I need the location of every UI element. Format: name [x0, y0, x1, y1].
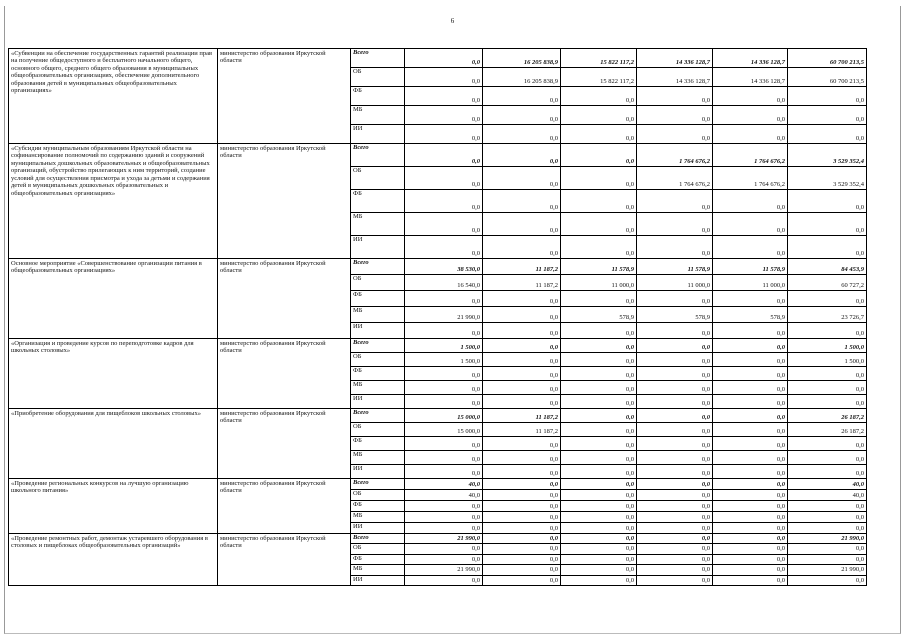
- executor-name: министерство образования Иркутской области: [218, 534, 351, 586]
- total-value: 0,0: [788, 465, 867, 479]
- funding-source: Всего: [351, 259, 405, 275]
- year-value: 0,0: [637, 437, 713, 451]
- funding-source: Всего: [351, 144, 405, 167]
- year-value: 14 336 128,7: [713, 49, 788, 68]
- year-value: 0,0: [637, 323, 713, 339]
- total-value: 60 700 213,5: [788, 68, 867, 87]
- year-value: 0,0: [713, 381, 788, 395]
- year-value: 0,0: [637, 512, 713, 523]
- event-name: «Организация и проведение курсов по переподготовке кадров для школьных столовых»: [9, 339, 218, 409]
- year-value: 0,0: [713, 395, 788, 409]
- total-value: 3 529 352,4: [788, 167, 867, 190]
- year-value: 0,0: [713, 565, 788, 575]
- year-value: 0,0: [713, 465, 788, 479]
- year-value: 0,0: [637, 565, 713, 575]
- year-value: 14 336 128,7: [713, 68, 788, 87]
- year-value: 0,0: [713, 291, 788, 307]
- year-value: 0,0: [561, 167, 637, 190]
- year-value: 15 822 117,2: [561, 68, 637, 87]
- total-value: 40,0: [788, 490, 867, 501]
- funding-source: Всего: [351, 409, 405, 423]
- year-value: 40,0: [405, 479, 483, 490]
- year-value: 0,0: [637, 451, 713, 465]
- year-value: 0,0: [483, 125, 561, 144]
- funding-source: ИИ: [351, 323, 405, 339]
- year-value: 0,0: [483, 353, 561, 367]
- year-value: 0,0: [483, 213, 561, 236]
- year-value: 0,0: [713, 323, 788, 339]
- year-value: 0,0: [637, 534, 713, 544]
- funding-source: МБ: [351, 381, 405, 395]
- year-value: 0,0: [637, 125, 713, 144]
- year-value: 0,0: [713, 353, 788, 367]
- table-row: [9, 144, 867, 167]
- executor-name: министерство образования Иркутской области: [218, 144, 351, 259]
- year-value: 0,0: [483, 236, 561, 259]
- year-value: 0,0: [561, 554, 637, 564]
- executor-name: министерство образования Иркутской области: [218, 409, 351, 479]
- year-value: 0,0: [713, 501, 788, 512]
- year-value: 11 187,2: [483, 409, 561, 423]
- total-value: 0,0: [788, 523, 867, 534]
- year-value: 0,0: [637, 409, 713, 423]
- year-value: 0,0: [405, 554, 483, 564]
- funding-source: ОБ: [351, 167, 405, 190]
- total-value: 1 500,0: [788, 339, 867, 353]
- funding-source: ИИ: [351, 523, 405, 534]
- total-value: 0,0: [788, 501, 867, 512]
- year-value: 0,0: [483, 544, 561, 554]
- event-name: «Приобретение оборудования для пищеблоков школьных столовых»: [9, 409, 218, 479]
- year-value: 0,0: [561, 490, 637, 501]
- year-value: 0,0: [483, 106, 561, 125]
- year-value: 0,0: [483, 323, 561, 339]
- year-value: 0,0: [483, 395, 561, 409]
- funding-source: Всего: [351, 49, 405, 68]
- year-value: 0,0: [561, 575, 637, 585]
- year-value: 0,0: [405, 190, 483, 213]
- year-value: 0,0: [713, 367, 788, 381]
- year-value: 0,0: [483, 565, 561, 575]
- year-value: 11 000,0: [713, 275, 788, 291]
- year-value: 11 187,2: [483, 259, 561, 275]
- total-value: 0,0: [788, 125, 867, 144]
- year-value: 11 578,9: [637, 259, 713, 275]
- total-value: 0,0: [788, 323, 867, 339]
- year-value: 0,0: [483, 490, 561, 501]
- year-value: 11 000,0: [561, 275, 637, 291]
- year-value: 16 205 838,9: [483, 49, 561, 68]
- funding-source: МБ: [351, 512, 405, 523]
- funding-source: ФБ: [351, 367, 405, 381]
- year-value: 0,0: [713, 523, 788, 534]
- total-value: 0,0: [788, 213, 867, 236]
- year-value: 0,0: [405, 236, 483, 259]
- year-value: 0,0: [561, 87, 637, 106]
- funding-source: Всего: [351, 479, 405, 490]
- year-value: 0,0: [561, 565, 637, 575]
- year-value: 0,0: [483, 307, 561, 323]
- funding-source: ОБ: [351, 68, 405, 87]
- total-value: 26 187,2: [788, 409, 867, 423]
- funding-source: ОБ: [351, 353, 405, 367]
- year-value: 0,0: [483, 190, 561, 213]
- year-value: 0,0: [713, 190, 788, 213]
- year-value: 0,0: [405, 544, 483, 554]
- year-value: 14 336 128,7: [637, 49, 713, 68]
- year-value: 0,0: [713, 106, 788, 125]
- year-value: 0,0: [637, 395, 713, 409]
- year-value: 0,0: [483, 465, 561, 479]
- year-value: 0,0: [713, 437, 788, 451]
- year-value: 0,0: [713, 213, 788, 236]
- year-value: 21 990,0: [405, 307, 483, 323]
- year-value: 0,0: [637, 501, 713, 512]
- total-value: 0,0: [788, 381, 867, 395]
- year-value: 0,0: [713, 575, 788, 585]
- year-value: 0,0: [637, 190, 713, 213]
- funding-source: МБ: [351, 307, 405, 323]
- year-value: 0,0: [561, 544, 637, 554]
- table-row: [9, 339, 867, 353]
- year-value: 0,0: [483, 291, 561, 307]
- year-value: 0,0: [405, 451, 483, 465]
- total-value: 0,0: [788, 451, 867, 465]
- funding-source: ИИ: [351, 465, 405, 479]
- year-value: 0,0: [713, 512, 788, 523]
- year-value: 0,0: [561, 323, 637, 339]
- funding-source: ИИ: [351, 125, 405, 144]
- year-value: 0,0: [713, 554, 788, 564]
- year-value: 1 500,0: [405, 339, 483, 353]
- event-name: «Субвенции на обеспечение государственных гарантий реализации прав на получение общедоступного и бесплатного начального общего, основного общего, среднего общего образования в муниципальных общеобразовательных организациях, обеспечение дополнительного образования детей в муниципальных общеобразовательных организациях»: [9, 49, 218, 144]
- year-value: 1 764 676,2: [713, 144, 788, 167]
- year-value: 0,0: [483, 167, 561, 190]
- year-value: 11 000,0: [637, 275, 713, 291]
- total-value: 21 990,0: [788, 534, 867, 544]
- year-value: 0,0: [637, 523, 713, 534]
- funding-source: ИИ: [351, 236, 405, 259]
- event-name: «Проведение ремонтных работ, демонтаж устаревшего оборудования в столовых и пищеблоках общеобразовательных организаций»: [9, 534, 218, 586]
- year-value: 0,0: [637, 236, 713, 259]
- year-value: 0,0: [561, 213, 637, 236]
- year-value: 0,0: [561, 451, 637, 465]
- total-value: 60 727,2: [788, 275, 867, 291]
- year-value: 16 540,0: [405, 275, 483, 291]
- year-value: 0,0: [637, 575, 713, 585]
- year-value: 0,0: [405, 395, 483, 409]
- year-value: 0,0: [405, 437, 483, 451]
- table-row: [9, 409, 867, 423]
- year-value: 0,0: [561, 501, 637, 512]
- funding-source: МБ: [351, 106, 405, 125]
- funding-source: ФБ: [351, 190, 405, 213]
- year-value: 0,0: [637, 353, 713, 367]
- year-value: 0,0: [483, 367, 561, 381]
- table-body: [9, 49, 867, 586]
- year-value: 578,9: [561, 307, 637, 323]
- year-value: 38 530,0: [405, 259, 483, 275]
- year-value: 0,0: [637, 339, 713, 353]
- year-value: 0,0: [637, 106, 713, 125]
- total-value: 26 187,2: [788, 423, 867, 437]
- year-value: 21 990,0: [405, 565, 483, 575]
- total-value: 0,0: [788, 291, 867, 307]
- year-value: 0,0: [561, 381, 637, 395]
- year-value: 0,0: [637, 423, 713, 437]
- year-value: 0,0: [637, 291, 713, 307]
- year-value: 0,0: [561, 291, 637, 307]
- year-value: 0,0: [713, 451, 788, 465]
- year-value: 0,0: [561, 534, 637, 544]
- year-value: 0,0: [637, 490, 713, 501]
- table-row: [9, 259, 867, 275]
- funding-source: ОБ: [351, 490, 405, 501]
- budget-table: [8, 48, 867, 586]
- year-value: 0,0: [483, 575, 561, 585]
- year-value: 0,0: [561, 423, 637, 437]
- year-value: 0,0: [405, 167, 483, 190]
- year-value: 0,0: [405, 213, 483, 236]
- year-value: 0,0: [405, 125, 483, 144]
- funding-source: МБ: [351, 451, 405, 465]
- funding-source: ФБ: [351, 291, 405, 307]
- event-name: Основное мероприятие «Совершенствование организации питания в общеобразовательных организациях»: [9, 259, 218, 339]
- total-value: 21 990,0: [788, 565, 867, 575]
- executor-name: министерство образования Иркутской области: [218, 259, 351, 339]
- event-name: «Проведение региональных конкурсов на лучшую организацию школьного питания»: [9, 479, 218, 534]
- year-value: 0,0: [483, 144, 561, 167]
- year-value: 0,0: [561, 465, 637, 479]
- year-value: 0,0: [405, 523, 483, 534]
- year-value: 0,0: [483, 512, 561, 523]
- year-value: 0,0: [637, 213, 713, 236]
- total-value: 1 500,0: [788, 353, 867, 367]
- executor-name: министерство образования Иркутской области: [218, 339, 351, 409]
- year-value: 0,0: [713, 490, 788, 501]
- funding-source: МБ: [351, 213, 405, 236]
- year-value: 15 000,0: [405, 409, 483, 423]
- year-value: 0,0: [713, 544, 788, 554]
- year-value: 21 990,0: [405, 534, 483, 544]
- year-value: 0,0: [405, 106, 483, 125]
- year-value: 0,0: [483, 501, 561, 512]
- total-value: 0,0: [788, 437, 867, 451]
- funding-source: ОБ: [351, 423, 405, 437]
- year-value: 0,0: [713, 409, 788, 423]
- year-value: 578,9: [637, 307, 713, 323]
- year-value: 0,0: [405, 501, 483, 512]
- year-value: 0,0: [561, 409, 637, 423]
- year-value: 14 336 128,7: [637, 68, 713, 87]
- year-value: 0,0: [561, 437, 637, 451]
- year-value: 0,0: [405, 323, 483, 339]
- funding-source: Всего: [351, 534, 405, 544]
- year-value: 0,0: [637, 554, 713, 564]
- executor-name: министерство образования Иркутской области: [218, 479, 351, 534]
- year-value: 1 500,0: [405, 353, 483, 367]
- year-value: 0,0: [405, 367, 483, 381]
- year-value: 0,0: [561, 512, 637, 523]
- funding-source: Всего: [351, 339, 405, 353]
- year-value: 0,0: [561, 367, 637, 381]
- year-value: 0,0: [561, 106, 637, 125]
- funding-source: ФБ: [351, 437, 405, 451]
- year-value: 0,0: [405, 512, 483, 523]
- year-value: 11 578,9: [713, 259, 788, 275]
- year-value: 1 764 676,2: [637, 167, 713, 190]
- year-value: 0,0: [405, 465, 483, 479]
- year-value: 0,0: [637, 465, 713, 479]
- year-value: 0,0: [637, 381, 713, 395]
- year-value: 0,0: [405, 87, 483, 106]
- funding-source: ИИ: [351, 395, 405, 409]
- total-value: 40,0: [788, 479, 867, 490]
- total-value: 0,0: [788, 190, 867, 213]
- year-value: 0,0: [713, 479, 788, 490]
- year-value: 0,0: [561, 353, 637, 367]
- year-value: 40,0: [405, 490, 483, 501]
- year-value: 1 764 676,2: [637, 144, 713, 167]
- total-value: 0,0: [788, 395, 867, 409]
- year-value: 11 187,2: [483, 423, 561, 437]
- year-value: 0,0: [405, 291, 483, 307]
- year-value: 11 578,9: [561, 259, 637, 275]
- year-value: 0,0: [561, 523, 637, 534]
- year-value: 0,0: [637, 87, 713, 106]
- year-value: 0,0: [483, 451, 561, 465]
- total-value: 0,0: [788, 367, 867, 381]
- funding-source: МБ: [351, 565, 405, 575]
- year-value: 0,0: [561, 125, 637, 144]
- year-value: 0,0: [483, 554, 561, 564]
- year-value: 0,0: [713, 534, 788, 544]
- executor-name: министерство образования Иркутской области: [218, 49, 351, 144]
- table-row: [9, 49, 867, 68]
- total-value: 0,0: [788, 575, 867, 585]
- year-value: 0,0: [405, 381, 483, 395]
- year-value: 15 000,0: [405, 423, 483, 437]
- funding-source: ФБ: [351, 554, 405, 564]
- event-name: «Субсидии муниципальным образованиям Иркутской области на софинансирование полномочий по содержанию зданий и сооружений муниципальных дошкольных образовательных и общеобразовательных организаций, обустройство прилегающих к ним территорий, создание условий для осуществления присмотра и ухода за детьми и содержания детей в муниципальных дошкольных образовательных и общеобразовательных организациях»: [9, 144, 218, 259]
- total-value: 0,0: [788, 544, 867, 554]
- funding-source: ОБ: [351, 275, 405, 291]
- total-value: 60 700 213,5: [788, 49, 867, 68]
- total-value: 0,0: [788, 236, 867, 259]
- year-value: 0,0: [405, 144, 483, 167]
- year-value: 0,0: [713, 423, 788, 437]
- year-value: 15 822 117,2: [561, 49, 637, 68]
- year-value: 578,9: [713, 307, 788, 323]
- year-value: 0,0: [483, 381, 561, 395]
- table-row: [9, 534, 867, 544]
- year-value: 0,0: [561, 395, 637, 409]
- year-value: 0,0: [483, 87, 561, 106]
- year-value: 0,0: [561, 479, 637, 490]
- total-value: 3 529 352,4: [788, 144, 867, 167]
- year-value: 0,0: [637, 367, 713, 381]
- year-value: 0,0: [637, 479, 713, 490]
- year-value: 0,0: [561, 190, 637, 213]
- year-value: 0,0: [483, 339, 561, 353]
- table-row: [9, 479, 867, 490]
- year-value: 11 187,2: [483, 275, 561, 291]
- year-value: 0,0: [483, 534, 561, 544]
- year-value: 0,0: [561, 144, 637, 167]
- year-value: 0,0: [713, 339, 788, 353]
- year-value: 0,0: [483, 437, 561, 451]
- funding-source: ОБ: [351, 544, 405, 554]
- year-value: 0,0: [561, 236, 637, 259]
- year-value: 0,0: [405, 575, 483, 585]
- year-value: 0,0: [561, 339, 637, 353]
- year-value: 0,0: [637, 544, 713, 554]
- funding-source: ИИ: [351, 575, 405, 585]
- year-value: 0,0: [713, 236, 788, 259]
- funding-source: ФБ: [351, 501, 405, 512]
- total-value: 0,0: [788, 106, 867, 125]
- year-value: 0,0: [483, 523, 561, 534]
- total-value: 0,0: [788, 87, 867, 106]
- year-value: 0,0: [713, 125, 788, 144]
- page-number: 6: [450, 17, 455, 25]
- total-value: 23 726,7: [788, 307, 867, 323]
- year-value: 0,0: [713, 87, 788, 106]
- year-value: 1 764 676,2: [713, 167, 788, 190]
- funding-source: ФБ: [351, 87, 405, 106]
- total-value: 0,0: [788, 512, 867, 523]
- total-value: 0,0: [788, 554, 867, 564]
- year-value: 0,0: [405, 49, 483, 68]
- year-value: 0,0: [405, 68, 483, 87]
- year-value: 0,0: [483, 479, 561, 490]
- year-value: 16 205 838,9: [483, 68, 561, 87]
- total-value: 84 453,9: [788, 259, 867, 275]
